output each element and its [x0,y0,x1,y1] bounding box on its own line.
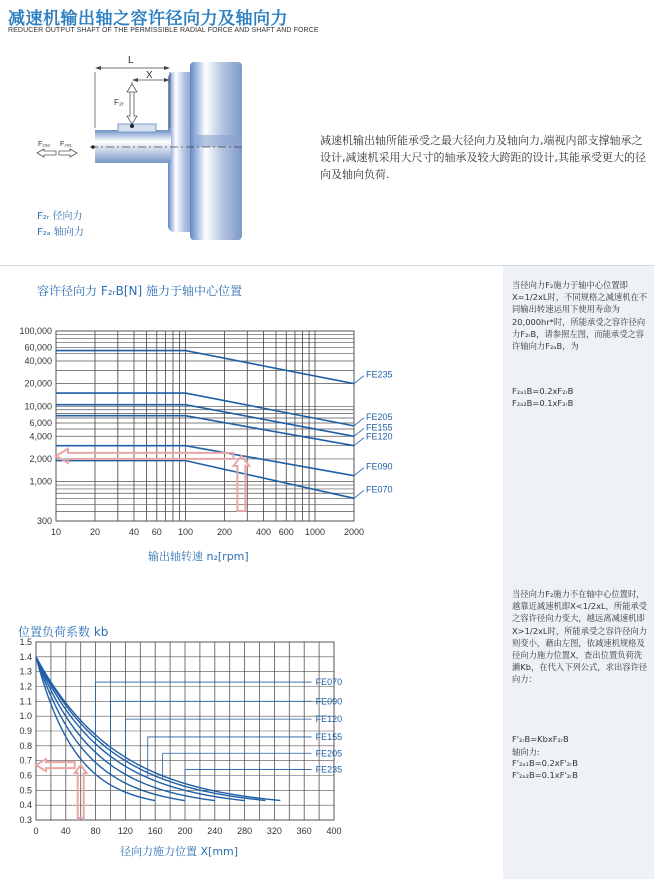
y-tick-label: 1.3 [19,666,32,677]
y-tick-label: 1.1 [19,696,32,707]
y-tick-label: 10,000 [24,401,52,412]
formula-axial-1: F₂ₐ₁B=0.2xF₂ᵣB [512,386,574,396]
y-tick-label: 0.9 [19,726,32,736]
y-tick-label: 20,000 [24,378,52,389]
y-tick-label: 1,000 [29,476,52,487]
x-tick-label: 400 [255,527,271,537]
y-tick-label: 0.5 [19,785,32,796]
y-tick-label: 60,000 [24,342,52,353]
x-tick-label: 200 [216,527,233,537]
series-label-fe205: FE205 [315,748,343,759]
formula-axial-offset-2: F'₂ₐ₂B=0.1xF'₂ᵣB [512,770,578,780]
y-tick-label: 1.5 [19,637,32,647]
formula-axial-2: F₂ₐ₂B=0.1xF₂ᵣB [512,398,574,408]
x-tick-label: 400 [326,826,342,836]
legend-radial-force: F₂ᵣ 径向力 [37,211,83,222]
chart2-x-axis-label: 径向力施力位置 X[mm] [120,845,239,858]
series-label-fe090: FE090 [315,696,343,707]
load-factor-chart [0,636,500,841]
x-tick-label: 360 [296,826,312,836]
y-tick-label: 2,000 [29,453,52,464]
series-leader [354,490,364,498]
formula-axial-offset-1: F'₂ₐ₁B=0.2xF'₂ᵣB [512,758,578,768]
note-center-load: 当径向力F₂施力于轴中心位置即X=1/2xL时，不同规格之减速机在不同输出转速运用下使用寿命为20,000hr*时，所能承受之容许径向力F₂ᵣB，请参照左图，而能承受之容许轴向力F₂ₐB，为 [512,280,648,352]
x-tick-label: 280 [237,826,253,836]
fa1-label: F₂ₐ₁ [60,141,72,148]
x-tick-label: 20 [89,527,100,537]
dim-X-label: X [146,70,153,81]
series-leader [354,468,364,476]
page-subtitle: REDUCER OUTPUT SHAFT OF THE PERMISSIBLE RADIAL FORCE AND SHAFT AND FORCE [8,27,319,34]
x-tick-label: 600 [278,527,294,537]
x-tick-label: 40 [60,826,71,836]
notes-sidebar [503,266,654,879]
y-tick-label: 0.6 [19,770,32,781]
formula-radial-offset: F'₂ᵣB=KbxF₂ᵣB [512,734,569,744]
radial-force-arrow [127,88,137,124]
y-tick-label: 0.3 [19,815,32,825]
y-tick-label: 100,000 [19,326,52,336]
chart2-title: 位置负荷系数 kb [18,625,109,639]
x-tick-label: 160 [147,826,163,836]
y-tick-label: 4,000 [29,431,52,442]
y-tick-label: 0.7 [19,755,32,766]
radial-force-chart [0,300,500,545]
x-tick-label: 10 [50,527,62,537]
series-label-fe235: FE235 [315,764,343,775]
chart1-title: 容许径向力 F₂ᵣB[N] 施力于轴中心位置 [37,284,243,298]
x-tick-label: 60 [151,527,162,537]
gearbox-housing [190,62,242,240]
fr-label: F₂ᵣ [114,98,124,107]
series-label-fe070: FE070 [315,677,343,688]
series-leader [354,376,364,384]
y-tick-label: 40,000 [24,355,52,366]
fa2-label: F₂ₐ₂ [38,141,51,148]
series-leader [354,418,364,426]
y-tick-label: 300 [36,516,52,526]
series-label-fe120: FE120 [366,431,393,442]
note-offset-load: 当径向力F₂施力不在轴中心位置时，越靠近减速机即X<1/2xL，所能承受之容许径向力变大，越远离减速机即X>1/2xL时，所能承受之容许径向力则变小，藉由左图，依减速机规格及径向力施力位置X，查出位置负荷洗濑Kb，在代入下列公式，求出容许径向力： [512,589,648,685]
y-tick-label: 0.8 [19,740,32,751]
series-leader [354,428,364,436]
y-tick-label: 1.0 [19,711,32,722]
x-tick-label: 200 [177,826,193,836]
series-label-fe205: FE205 [366,411,393,422]
x-tick-label: 2000 [343,527,365,537]
y-tick-label: 1.2 [19,681,32,692]
dim-L-label: L [128,55,134,66]
legend-axial-force: F₂ₐ 轴向力 [37,227,84,238]
series-label-fe120: FE120 [315,714,343,725]
chart1-x-axis-label: 输出轴转速 n₂[rpm] [148,550,249,563]
formula-axial-offset-label: 轴向力: [512,747,540,757]
series-label-fe155: FE155 [315,731,343,742]
x-tick-label: 80 [90,826,101,836]
x-tick-label: 320 [266,826,282,836]
y-tick-label: 6,000 [29,418,52,429]
series-leader [354,438,364,446]
output-shaft [95,130,171,163]
series-label-fe070: FE070 [366,484,393,495]
x-tick-label: 1000 [304,527,326,537]
y-tick-label: 0.4 [19,800,32,811]
series-label-fe235: FE235 [366,369,393,380]
y-tick-label: 1.4 [19,651,32,662]
series-label-fe155: FE155 [366,422,393,433]
axial-force-arrow-in [59,149,77,157]
x-tick-label: 240 [207,826,223,836]
x-tick-label: 120 [117,826,133,836]
axial-force-arrow-out [37,149,56,157]
x-tick-label: 100 [177,527,194,537]
intro-paragraph: 减速机输出轴所能承受之最大径向力及轴向力,端视内部支撑轴承之设计,减速机采用大尺寸的轴承及较大跨距的设计,其能承受更大的径向及轴向负荷. [320,134,646,181]
page-title: 减速机输出轴之容许径向力及轴向力 [8,9,288,29]
x-tick-label: 40 [128,527,139,537]
x-tick-label: 0 [33,826,39,836]
shaft-key [118,124,156,132]
series-label-fe090: FE090 [366,461,393,472]
